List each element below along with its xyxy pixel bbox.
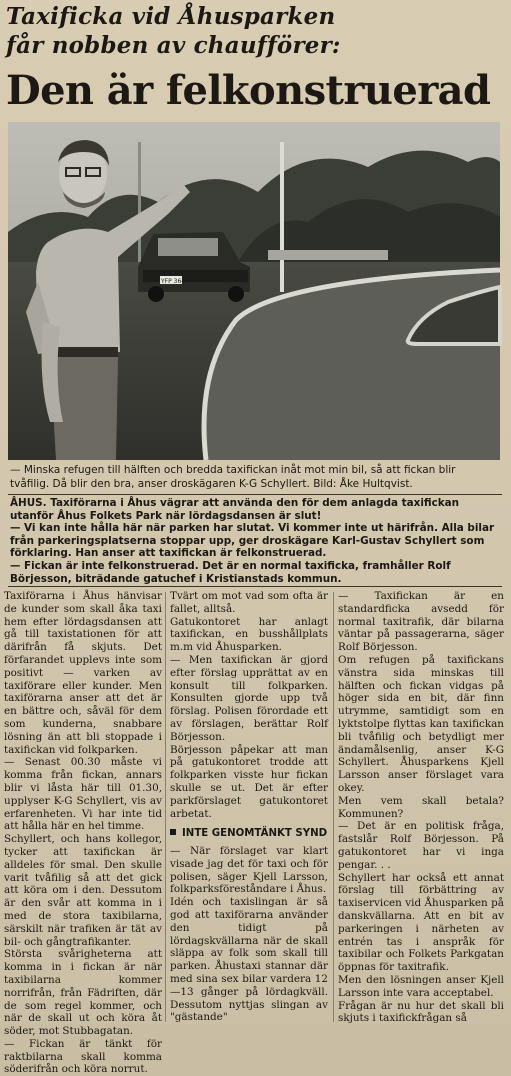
lede-paragraph: — Vi kan inte hålla här när parken har slutat. Vi kommer inte ut härifrån. Alla bilar från parkeringsplatserna stoppar upp, ger droskägare Karl-Gustav Schyllert som förklaring. Han anser att taxifickan är felkonstruerad.: [10, 522, 495, 560]
subhead-text: INTE GENOMTÄNKT SYND: [182, 828, 328, 840]
body-paragraph: — Senast 00.30 måste vi komma från fickan, annars blir vi låsta här till 01.30, upplyser K-G Schyllert, vis av erfarenheten. Vi har inte tid att hålla här en hel timme.: [4, 756, 162, 833]
body-paragraph: Schyllert har också ett annat förslag till förbättring av taxiservicen vid Åhusparken på danskvällarna. Att en bit av parkeringen i närheten av entrén tas i anspråk för taxibilar och Folkets Parkgatan öppnas för taxitrafik.: [338, 871, 504, 974]
divider: [8, 586, 502, 587]
body-paragraph: Schyllert, och hans kollegor, tycker att taxifickan är alldeles för smal. Den skulle varit tvåfilig så att det gick att köra om i den. Dessutom är den svår att komma in i med de stora taxibilarna, särskilt när trafiken är tät av bil- och gångtrafikanter.: [4, 833, 162, 948]
lede-paragraph: ÅHUS. Taxiförarna i Åhus vägrar att använda den för dem anlagda taxifickan utanför Åhus Folkets Park när lördagsdansen är slut!: [10, 497, 460, 522]
column-2: [170, 590, 328, 1024]
lede-paragraph: — Fickan är inte felkonstruerad. Det är en normal taxificka, framhåller Rolf Börjesson, biträdande gatuchef i Kristianstads kommun.: [10, 559, 451, 585]
license-plate: YFP 364: [161, 278, 186, 285]
body-paragraph: — Taxifickan är en standardficka avsedd för normal taxitrafik, där bilarna väntar på passagerarna, säger Rolf Börjesson.: [338, 590, 504, 654]
kicker-line-2: får nobben av chaufförer:: [6, 32, 341, 59]
main-headline: Den är felkonstruerad: [6, 67, 491, 114]
column-divider: [165, 592, 166, 1022]
column-3: [338, 590, 504, 1025]
section-subhead: [170, 828, 328, 841]
body-paragraph: — Men taxifickan är gjord efter förslag upprättat av en konsult till folkparken. Konsulten gjorde upp två förslag. Polisen förordade ett av förslagen, berättar Rolf Börjesson.: [170, 653, 328, 743]
kicker-line-1: Taxificka vid Åhusparken: [6, 3, 336, 30]
body-paragraph: Idén och taxislingan är så god att taxiförarna använder den tidigt på lördagskvällarna när de skall släppa av folk som skall till parken. Åhustaxi stannar där med sina sex bilar vardera 12—13 gånger på lördagkväll. Dessutom nyttjas slingan av "gästande": [170, 896, 328, 1024]
body-paragraph: — När förslaget var klart visade jag det för taxi och för polisen, säger Kjell Larsson, folkparksföreståndare i Åhus.: [170, 844, 328, 896]
body-paragraph: Men vem skall betala? Kommunen?: [338, 794, 504, 820]
article-photo: [8, 122, 500, 460]
photo-caption: — Minska refugen till hälften och bredda taxifickan inåt mot min bil, så att fickan blir tvåfilig. Då blir den bra, anser droskägaren K-G Schyllert. Bild: Åke Hultqvist.: [10, 464, 456, 490]
body-paragraph: — Det är en politisk fråga, fastslår Rolf Börjesson. På gatukontoret har vi inga pengar. . .: [338, 820, 504, 871]
body-paragraph: Tvärt om mot vad som ofta är fallet, alltså.: [170, 590, 328, 615]
body-paragraph: — Fickan är tänkt för raktbilarna skall komma söderifrån och köra norrut.: [4, 1037, 162, 1076]
body-paragraph: Gatukontoret har anlagt taxifickan, en busshållplats m.m vid Åhusparken.: [170, 615, 328, 654]
column-divider: [333, 592, 334, 1022]
body-paragraph: Om refugen på taxifickans vänstra sida minskas till hälften och fickan vidgas på höger sida en bit, där finn utrymme, samtidigt som en lyktstolpe flyttas kan taxifickan bli tvåfilig och betydligt mer ändamålsenlig, anser K-G Schyllert. Åhusparkens Kjell Larsson anser förslaget vara okey.: [338, 653, 504, 794]
article-lede: [10, 497, 500, 585]
body-paragraph: Taxiförarna i Åhus hänvisar de kunder som skall åka taxi hem efter lördagsdansen att gå till taxistationen för att därifrån få skjuts. Det förfarandet upplevs inte som positivt — varken av taxiförare eller kunder. Men taxiförarna anser att det är en bättre och, såväl för dem som kunderna, snabbare lösning än att bli stoppade i taxifickan vid folkparken.: [4, 590, 162, 756]
body-paragraph: Men den lösningen anser Kjell Larsson inte vara acceptabel.: [338, 973, 504, 999]
bullet-square-icon: [170, 829, 176, 835]
divider: [8, 494, 502, 495]
body-paragraph: Frågan är nu hur det skall bli skjuts i taxifickfrågan så: [338, 999, 504, 1025]
column-1: [4, 590, 162, 1076]
body-paragraph: Största svårigheterna att komma in i fickan är när taxibilarna kommer norrifrån, från Fädriften, där de som regel kommer, och när de skall ut och köra åt söder, mot Stubbagatan.: [4, 948, 162, 1038]
kicker-headline: [6, 2, 506, 60]
body-paragraph: Börjesson påpekar att man på gatukontoret trodde att folkparken visste hur fickan skulle se ut. Det är efter parkförslaget gatukontoret arbetat.: [170, 743, 328, 820]
